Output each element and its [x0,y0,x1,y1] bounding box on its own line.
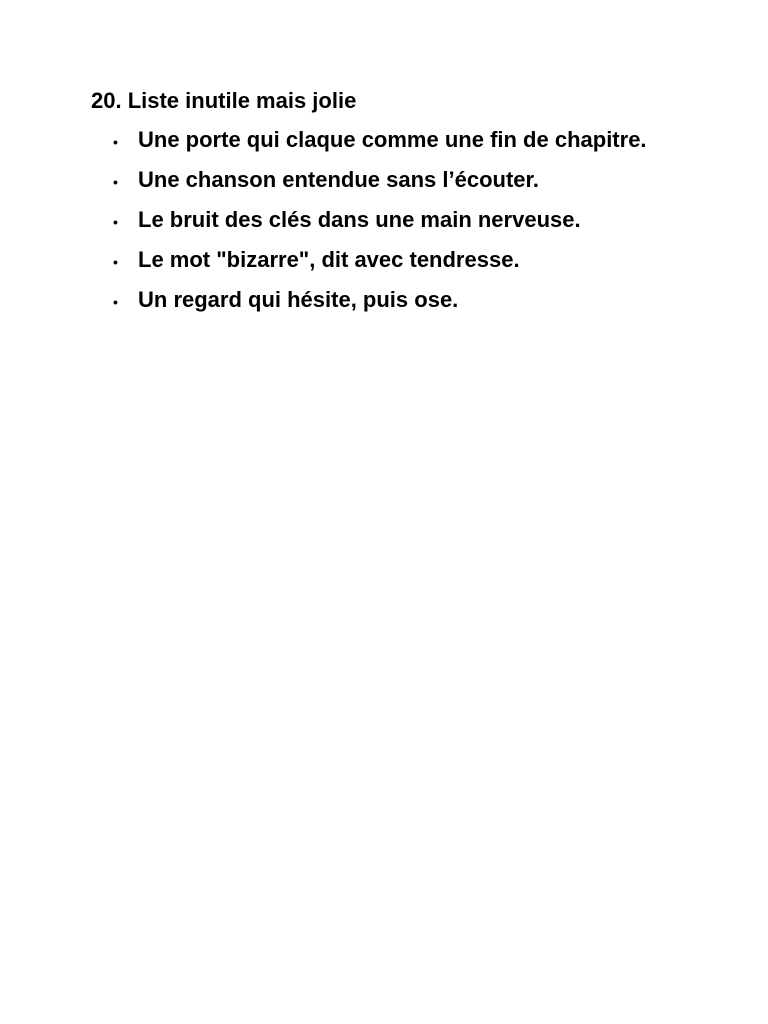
bullet-icon: • [113,294,118,310]
list-item-text: Le mot "bizarre", dit avec tendresse. [138,247,520,272]
list-item [113,245,673,275]
list-item-text: Un regard qui hésite, puis ose. [138,287,459,312]
list-item-text: Une chanson entendue sans l’écouter. [138,167,539,192]
list-item [113,165,673,195]
bullet-list [113,125,673,325]
bullet-icon: • [113,254,118,270]
list-item [113,285,673,315]
bullet-icon: • [113,134,118,150]
list-item-text: Une porte qui claque comme une fin de chapitre. [138,127,647,152]
list-item [113,205,673,235]
list-item-text: Le bruit des clés dans une main nerveuse. [138,207,581,232]
list-item [113,125,673,155]
bullet-icon: • [113,214,118,230]
bullet-icon: • [113,174,118,190]
section-heading: 20. Liste inutile mais jolie [91,88,357,113]
